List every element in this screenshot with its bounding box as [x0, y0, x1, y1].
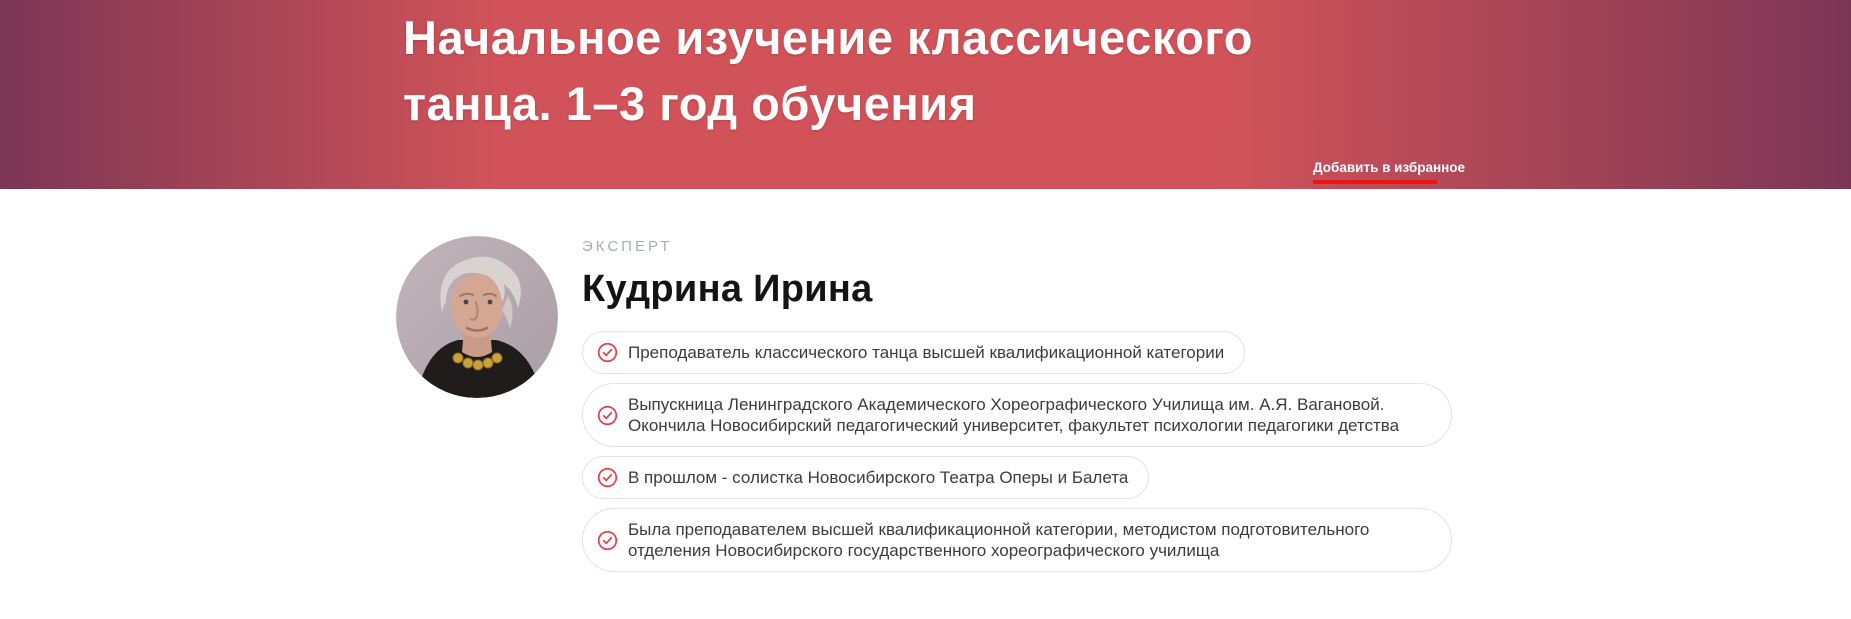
add-to-favorites-label: Добавить в избранное	[1313, 160, 1466, 175]
check-circle-icon	[597, 530, 618, 551]
expert-photo-illustration	[396, 236, 558, 398]
check-circle-icon	[597, 405, 618, 426]
credential-badge	[582, 331, 1245, 374]
credential-badge	[582, 456, 1149, 499]
favorites-underline-accent	[1313, 180, 1437, 184]
badge-list	[582, 331, 1452, 572]
expert-info	[582, 236, 1452, 572]
expert-name: Кудрина Ирина	[582, 268, 873, 310]
credential-badge	[582, 383, 1452, 447]
credential-badge-text: Была преподавателем высшей квалификационной категории, методистом подготовительного отделения Новосибирского государственного хореографического училища	[628, 520, 1370, 560]
check-circle-icon	[597, 467, 618, 488]
check-circle-icon	[597, 342, 618, 363]
credential-badge-text: Преподаватель классического танца высшей квалификационной категории	[628, 343, 1225, 362]
expert-section-label: ЭКСПЕРТ	[582, 238, 673, 255]
credential-badge	[582, 508, 1452, 572]
expert-profile-section	[0, 189, 1851, 572]
credential-badge-text: Выпускница Ленинградского Академического Хореографического Училища им. А.Я. Вагановой. Окончила Новосибирский педагогический университет, факультет психологии педагогики детства	[628, 395, 1400, 435]
expert-avatar	[396, 236, 558, 398]
course-title-line2: танца. 1–3 год обучения	[403, 77, 977, 130]
course-hero-banner	[0, 0, 1851, 189]
course-title	[403, 5, 1253, 137]
add-to-favorites-link[interactable]	[1313, 160, 1465, 184]
credential-badge-text: В прошлом - солистка Новосибирского Театра Оперы и Балета	[628, 468, 1129, 487]
course-title-line1: Начальное изучение классического	[403, 11, 1253, 64]
